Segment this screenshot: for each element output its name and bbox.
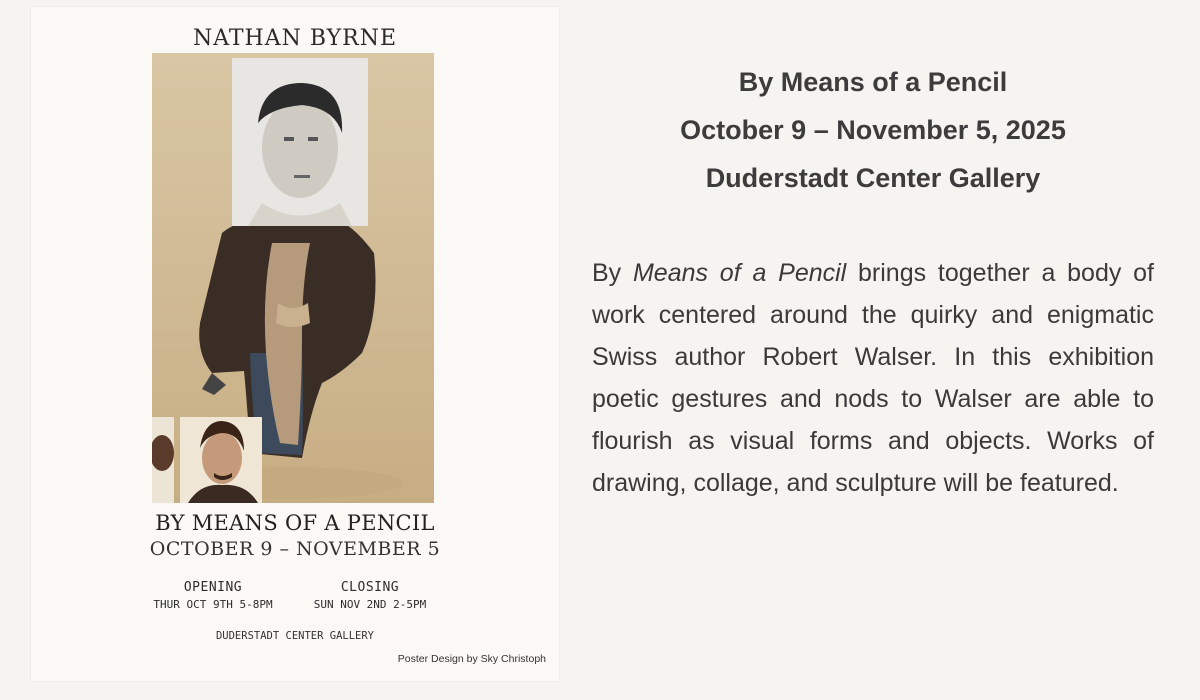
description-body: brings together a body of work centered around the quirky and enigmatic Swiss author Robert Walser. In this exhibition poetic gestures and nods to Walser are able to flourish as visual forms and objects. Works of drawing, collage, and sculpture will be featured. (592, 259, 1154, 497)
poster-title: BY MEANS OF A PENCIL (155, 511, 435, 535)
exhibition-headline (570, 58, 1176, 202)
closing-label: CLOSING (340, 580, 400, 595)
opening-label: OPENING (183, 580, 243, 595)
closing-time: SUN NOV 2ND 2-5PM (313, 598, 427, 611)
exhibition-description (592, 252, 1154, 504)
opening-time: THUR OCT 9TH 5-8PM (153, 598, 273, 611)
poster-collage-image (152, 53, 434, 503)
poster-dates: OCTOBER 9 – NOVEMBER 5 (149, 538, 441, 560)
exhibition-poster (30, 6, 560, 682)
poster-artist-name: NATHAN BYRNE (192, 26, 398, 51)
poster-gallery-name: DUDERSTADT CENTER GALLERY (215, 630, 375, 642)
description-prefix: By (592, 259, 633, 287)
description-italic-title: Means of a Pencil (632, 259, 847, 287)
exhibition-venue: Duderstadt Center Gallery (705, 163, 1041, 193)
exhibition-dates: October 9 – November 5, 2025 (680, 115, 1066, 145)
exhibition-title: By Means of a Pencil (738, 67, 1008, 97)
poster-closing (300, 580, 440, 611)
poster-credit: Poster Design by Sky Christoph (397, 653, 546, 665)
poster-opening (143, 580, 283, 611)
